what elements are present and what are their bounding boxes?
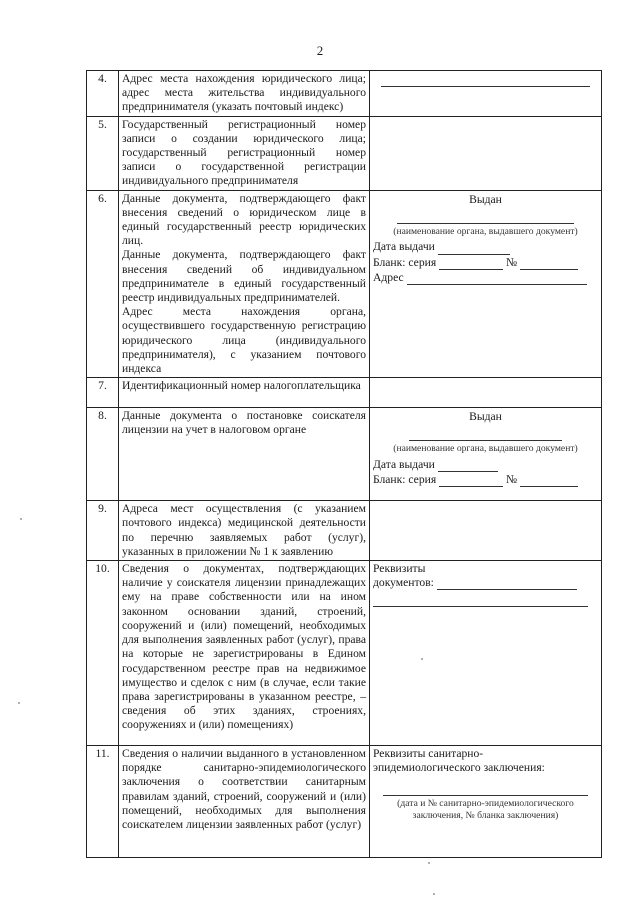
table-row [87, 378, 602, 408]
value-cell[interactable] [370, 501, 602, 561]
form-number-label: № [505, 473, 518, 487]
form-number-field[interactable] [520, 258, 578, 270]
form-series-label: Бланк: серия [373, 255, 437, 269]
table-row [87, 501, 602, 561]
issuer-field[interactable] [397, 211, 574, 224]
form-series-field[interactable] [439, 475, 503, 487]
issued-label: Выдан [469, 192, 502, 206]
issued-label: Выдан [469, 410, 502, 424]
value-cell[interactable] [370, 116, 602, 190]
row-number: 5. [87, 116, 119, 190]
page-number: 2 [316, 43, 324, 58]
issuer-hint: (наименование органа, выдавшего документ) [393, 225, 578, 237]
value-cell[interactable] [370, 71, 602, 117]
issue-date-label: Дата выдачи [373, 457, 435, 471]
table-row [87, 561, 602, 746]
scan-speck [18, 702, 20, 704]
row-description: Данные документа о постановке соискателя лицензии на учет в налоговом органе [119, 408, 370, 501]
form-number-label: № [505, 255, 518, 269]
row-description: Адреса мест осуществления (с указанием почтового индекса) медицинской деятельности по перечню заявляемых работ (услуг), указанных в приложении № 1 к заявлению [119, 501, 370, 561]
row-description: Идентификационный номер налогоплательщика [119, 378, 370, 408]
issue-date-field[interactable] [438, 243, 510, 255]
row-description: Сведения о документах, подтверждающих наличие у соискателя лицензии принадлежащих ему на праве собственности или на ином законном основании зданий, строений, сооружений и (или) помещений, необходимых для выполнения заявленных работ (услуг), права на которые не зарегистрированы в Едином государственном реестре прав на недвижимое имущество и сделок с ним (в случае, если такие права зарегистрированы в указанном реестре, – сведения об этих зданиях, строениях, сооружениях и (или) помещениях) [119, 561, 370, 746]
value-cell [370, 408, 602, 501]
row-number: 4. [87, 71, 119, 117]
row-number: 9. [87, 501, 119, 561]
form-series-field[interactable] [439, 258, 503, 270]
row-number: 7. [87, 378, 119, 408]
form-number-field[interactable] [520, 475, 578, 487]
table-row [87, 746, 602, 858]
table-row [87, 71, 602, 117]
row-description: Сведения о наличии выданного в установленном порядке санитарно-эпидемиологического заключения о соответствии санитарным правилам зданий, строений, сооружений и (или) помещений, необходимых для выполнения соискателем лицензии заявленных работ (услуг) [119, 746, 370, 858]
row-number: 10. [87, 561, 119, 746]
description-paragraph: Адрес места нахождения органа, осуществившего государственную регистрацию юридического лица (индивидуального предпринимателя), с указанием почтового индекса [122, 305, 366, 376]
license-application-table [86, 70, 602, 858]
address-field[interactable] [407, 273, 587, 285]
row-number: 8. [87, 408, 119, 501]
description-paragraph: Данные документа, подтверждающего факт внесения сведений о юридическом лице в единый государственный реестр юридических лиц. [122, 191, 366, 248]
sanitary-conclusion-field[interactable] [383, 783, 588, 796]
sanitary-conclusion-label: эпидемиологического заключения: [373, 761, 545, 775]
value-cell [370, 746, 602, 858]
row-number: 11. [87, 746, 119, 858]
table-row [87, 408, 602, 501]
issuer-field[interactable] [409, 428, 562, 441]
scan-speck [433, 893, 435, 895]
issue-date-field[interactable] [438, 460, 498, 472]
issuer-hint: (наименование органа, выдавшего документ) [393, 443, 578, 455]
value-cell[interactable] [370, 378, 602, 408]
sanitary-conclusion-hint: (дата и № санитарно-эпидемиологического заключения, № бланка заключения) [397, 798, 574, 821]
address-label: Адрес [373, 270, 404, 284]
row-description [119, 190, 370, 378]
documents-label: документов: [373, 576, 434, 590]
scan-speck [428, 862, 430, 864]
value-cell [370, 190, 602, 378]
sanitary-requisites-label: Реквизиты санитарно- [373, 747, 484, 761]
scan-speck [421, 658, 423, 660]
table-row [87, 190, 602, 378]
value-cell [370, 561, 602, 746]
form-series-label: Бланк: серия [373, 473, 437, 487]
row-number: 6. [87, 190, 119, 378]
table-row [87, 116, 602, 190]
issue-date-label: Дата выдачи [373, 240, 435, 254]
row-description: Государственный регистрационный номер записи о создании юридического лица; государственный регистрационный номер записи о государственной регистрации индивидуального предпринимателя [119, 116, 370, 190]
documents-field-line[interactable] [373, 594, 588, 607]
row-description: Адрес места нахождения юридического лица; адрес места жительства индивидуального предпринимателя (указать почтовый индекс) [119, 71, 370, 117]
scan-speck [20, 518, 22, 520]
description-paragraph: Данные документа, подтверждающего факт внесения сведений об индивидуальном предпринимателе в единый государственный реестр индивидуальных предпринимателей. [122, 248, 366, 305]
documents-field[interactable] [437, 578, 577, 590]
requisites-label: Реквизиты [373, 562, 426, 576]
